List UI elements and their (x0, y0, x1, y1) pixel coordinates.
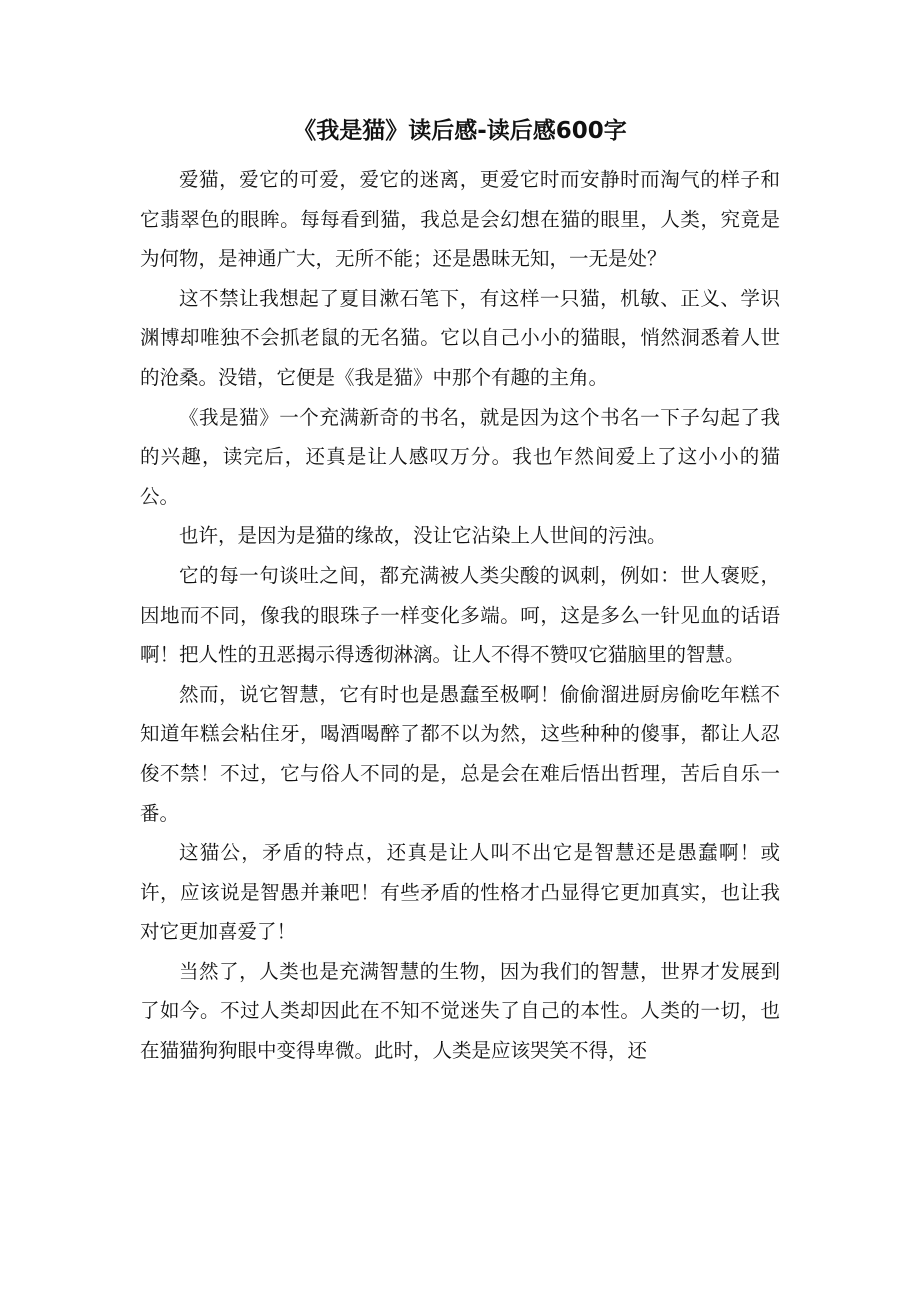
paragraph: 然而，说它智慧，它有时也是愚蠢至极啊！偷偷溜进厨房偷吃年糕不知道年糕会粘住牙，喝酒喝醉了都不以为然，这些种种的傻事，都让人忍俊不禁！不过，它与俗人不同的是，总是会在难后悟出哲理，苦后自乐一番。 (140, 682, 780, 825)
paragraph: 当然了，人类也是充满智慧的生物，因为我们的智慧，世界才发展到了如今。不过人类却因此在不知不觉迷失了自己的本性。人类的一切，也在猫猫狗狗眼中变得卑微。此时，人类是应该哭笑不得，还 (140, 959, 780, 1063)
paragraph: 它的每一句谈吐之间，都充满被人类尖酸的讽刺，例如：世人褒贬，因地而不同，像我的眼珠子一样变化多端。呵，这是多么一针见血的话语啊！把人性的丑恶揭示得透彻淋漓。让人不得不赞叹它猫脑里的智慧。 (140, 563, 780, 667)
paragraph: 也许，是因为是猫的缘故，没让它沾染上人世间的污浊。 (179, 524, 667, 548)
paragraph: 《我是猫》一个充满新奇的书名，就是因为这个书名一下子勾起了我的兴趣，读完后，还真是让人感叹万分。我也乍然间爱上了这小小的猫公。 (140, 405, 780, 508)
paragraph: 这猫公，矛盾的特点，还真是让人叫不出它是智慧还是愚蠢啊！或许，应该说是智愚并兼吧！有些矛盾的性格才凸显得它更加真实，也让我对它更加喜爱了！ (140, 841, 780, 944)
paragraph: 爱猫，爱它的可爱，爱它的迷离，更爱它时而安静时而淘气的样子和它翡翠色的眼眸。每每看到猫，我总是会幻想在猫的眼里，人类，究竟是为何物，是神通广大，无所不能；还是愚昧无知，一无是处？ (140, 168, 780, 271)
document-body (140, 160, 780, 1071)
paragraph: 这不禁让我想起了夏目漱石笔下，有这样一只猫，机敏、正义、学识渊博却唯独不会抓老鼠的无名猫。它以自己小小的猫眼，悄然洞悉着人世的沧桑。没错，它便是《我是猫》中那个有趣的主角。 (140, 286, 780, 389)
document-title: 《我是猫》读后感-读后感600字 (293, 118, 627, 144)
